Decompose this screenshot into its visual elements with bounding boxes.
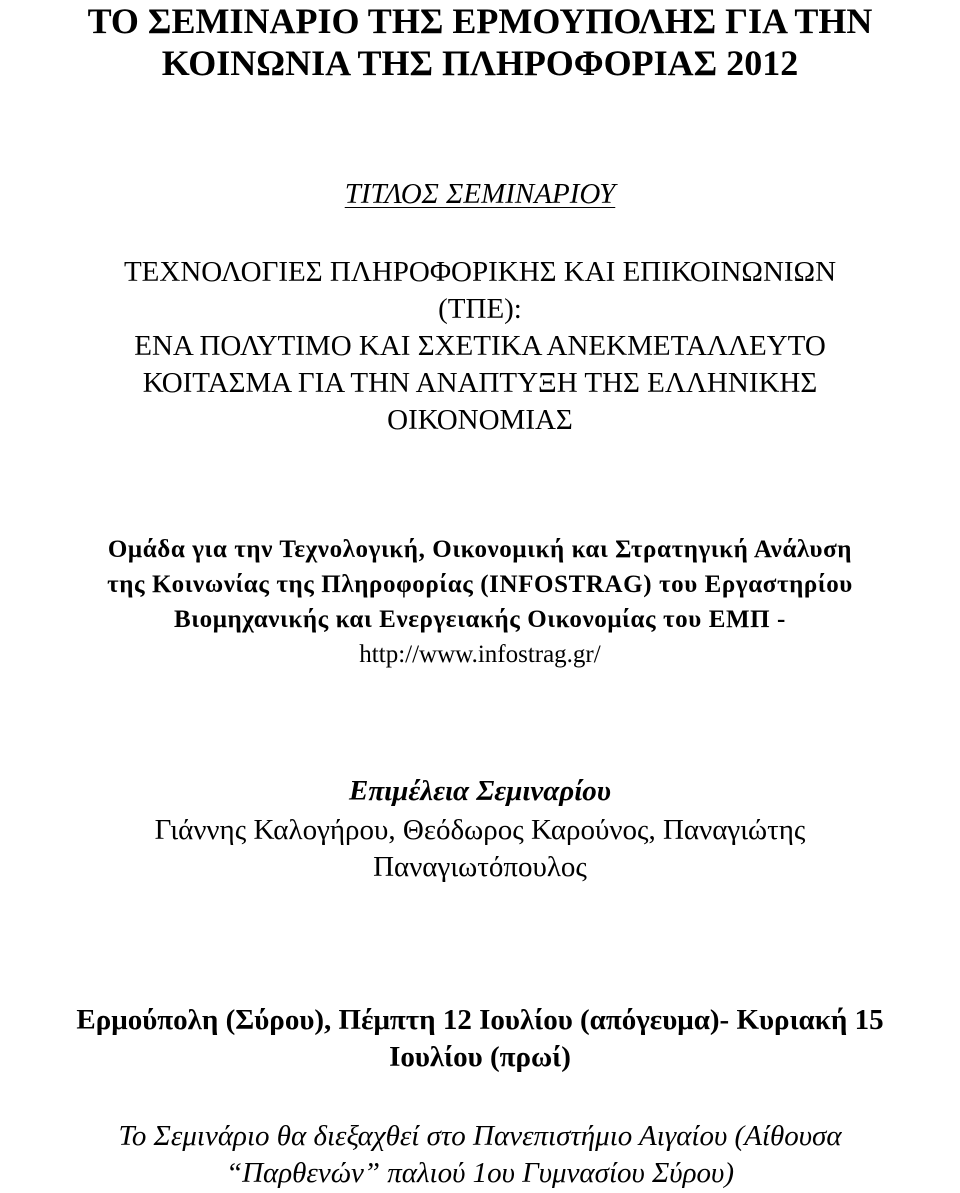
editors-block: [0, 812, 960, 886]
seminar-title: [0, 254, 960, 439]
organizer-url: http://www.infostrag.gr/: [359, 641, 601, 668]
editors-line-2: Παναγιωτόπουλος: [373, 851, 587, 883]
seminar-title-line-4: ΚΟΙΤΑΣΜΑ ΓΙΑ ΤΗΝ ΑΝΑΠΤΥΞΗ ΤΗΣ ΕΛΛΗΝΙΚΗΣ: [142, 367, 818, 399]
seminar-title-line-1: ΤΕΧΝΟΛΟΓΙΕΣ ΠΛΗΡΟΦΟΡΙΚΗΣ ΚΑΙ ΕΠΙΚΟΙΝΩΝΙΩΝ: [123, 256, 837, 288]
editing-label: Επιμέλεια Σεμιναρίου: [348, 775, 612, 807]
venue-block: [0, 1118, 960, 1192]
editors-line-1: Γιάννης Καλογήρου, Θεόδωρος Καρούνος, Παναγιώτης: [154, 814, 806, 846]
venue-line-1: Το Σεμινάριο θα διεξαχθεί στο Πανεπιστήμιο Αιγαίου (Αίθουσα: [118, 1120, 842, 1152]
date-line-2: Ιουλίου (πρωί): [389, 1041, 571, 1073]
seminar-title-line-3: ΕΝΑ ΠΟΛΥΤΙΜΟ ΚΑΙ ΣΧΕΤΙΚΑ ΑΝΕΚΜΕΤΑΛΛΕΥΤΟ: [134, 330, 826, 362]
seminar-title-line-5: ΟΙΚΟΝΟΜΙΑΣ: [387, 404, 573, 436]
organizer-line-3: Βιομηχανικής και Ενεργειακής Οικονομίας του ΕΜΠ -: [174, 606, 786, 633]
header-line-2: ΚΟΙΝΩΝΙΑ ΤΗΣ ΠΛΗΡΟΦΟΡΙΑΣ 2012: [161, 43, 799, 83]
seminar-title-line-2: (ΤΠΕ):: [438, 293, 522, 325]
organizer-line-1: Ομάδα για την Τεχνολογική, Οικονομική και Στρατηγική Ανάλυση: [107, 536, 853, 563]
venue-line-2: “Παρθενών” παλιού 1ου Γυμνασίου Σύρου): [225, 1157, 735, 1189]
seminar-title-label: ΤΙΤΛΟΣ ΣΕΜΙΝΑΡΙΟΥ: [344, 178, 616, 210]
date-place-block: [0, 1002, 960, 1076]
organizer-line-2: της Κοινωνίας της Πληροφορίας (INFOSTRAG) του Εργαστηρίου: [107, 571, 853, 598]
date-line-1: Ερμούπολη (Σύρου), Πέμπτη 12 Ιουλίου (απόγευμα)- Κυριακή 15: [76, 1004, 884, 1036]
organizer-block: [0, 532, 960, 672]
document-header: [0, 0, 960, 84]
header-line-1: ΤΟ ΣΕΜΙΝΑΡΙΟ ΤΗΣ ΕΡΜΟΥΠΟΛΗΣ ΓΙΑ ΤΗΝ: [87, 1, 873, 41]
